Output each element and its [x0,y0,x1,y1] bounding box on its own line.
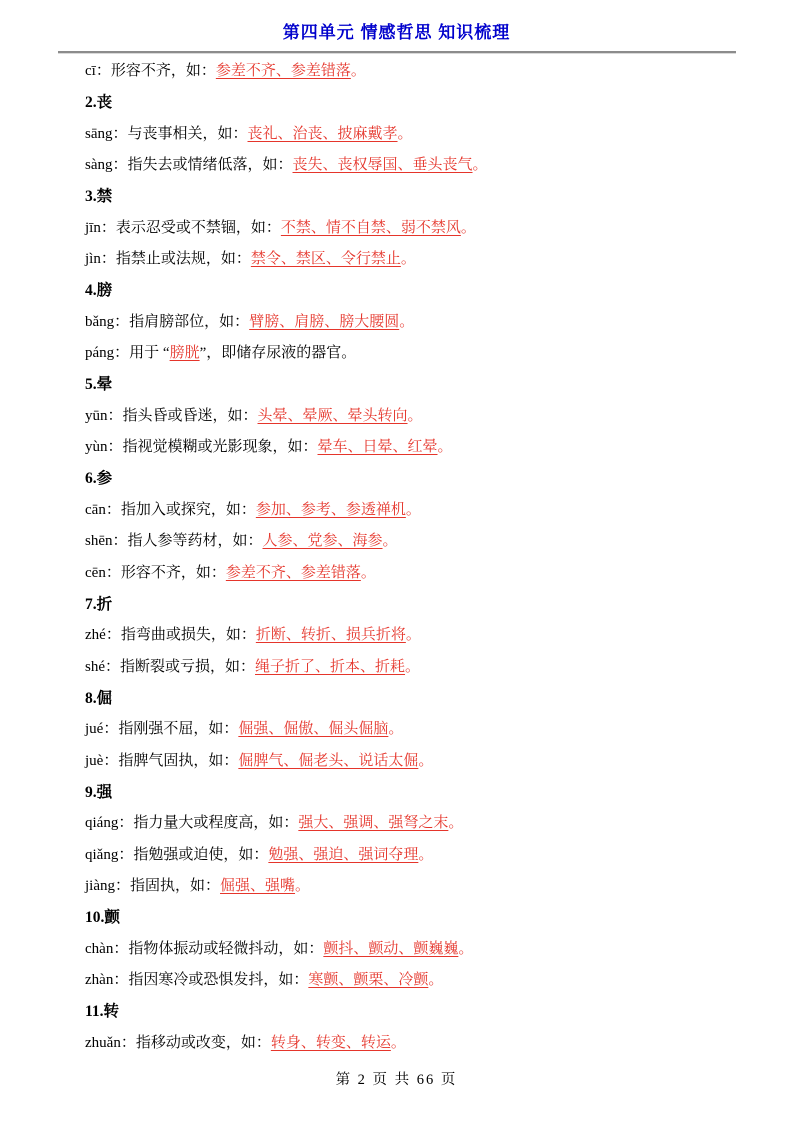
example-words: 绳子折了、折本、折耗 [255,658,406,675]
entry-period: 。 [382,533,398,550]
entry-description: ：指人参等药材，如： [112,533,263,550]
entry-line [85,526,763,557]
example-words: 禁令、禁区、令行禁止 [250,251,401,268]
entry-period: 。 [397,125,413,142]
entry-description: ：指勉强或迫使，如： [118,846,269,863]
pinyin-label: jué [85,721,104,738]
entry-line [85,714,763,745]
entry-line [85,495,763,526]
content [85,56,763,1059]
example-words: 参差不齐、参差错落 [225,564,361,581]
entry-heading: 7.折 [85,595,113,613]
entry-description: ：指移动或改变，如： [120,1034,271,1051]
pinyin-label: shēn [85,533,113,550]
entry-description: ：指失去或情绪低落，如： [112,157,293,174]
entry-line [85,965,763,996]
pinyin-label: jiàng [85,877,115,894]
entry-line [85,808,763,839]
entry-description: ：形容不齐，如： [95,63,216,79]
entry-line [85,558,763,589]
entry-heading: 4.膀 [85,282,113,300]
entry-line [85,620,763,651]
entry-description: ：指因寒冷或恐惧发抖，如： [113,971,309,988]
entry-heading: 10.颤 [85,909,120,927]
entry-description: ：指力量大或程度高，如： [118,815,299,832]
entry-line [85,244,763,275]
entry-period: 。 [405,658,421,675]
pinyin-label: cēn [85,564,106,581]
pinyin-label: qiáng [85,815,119,832]
pinyin-label: yūn [85,407,108,424]
entry-period: 。 [460,219,476,236]
entry-description: ：表示忍受或不禁锢，如： [100,219,281,236]
pinyin-label: sāng [85,125,113,142]
entry-description: ：指断裂或亏损，如： [105,658,256,675]
page-title: 第四单元 情感哲思 知识梳理 [282,23,511,42]
example-words: 不禁、情不自禁、弱不禁风 [280,219,461,236]
pinyin-label: chàn [85,940,114,957]
entry-line [85,934,763,965]
entry-period: 。 [428,971,444,988]
example-words: 晕车、日晕、红晕 [317,439,438,456]
entry-heading: 3.禁 [85,188,113,206]
pinyin-label: bǎng [85,313,115,330]
example-words: 颤抖、颤动、颤巍巍 [323,940,459,957]
entry-description: ：用于 “ [114,345,170,362]
entry-period: 。 [399,313,415,330]
entry-period: 。 [418,846,434,863]
entry-period: 。 [472,157,488,174]
entry-line [85,1028,763,1059]
entry-period: 。 [350,63,366,79]
pinyin-label: juè [85,752,104,769]
entry-heading: 8.倔 [85,689,113,707]
example-words: 倔脾气、倔老头、说话太倔 [238,752,419,769]
entry-description: ：指头昏或昏迷，如： [107,407,258,424]
entry-period: 。 [458,940,474,957]
example-words: 寒颤、颤栗、冷颤 [308,971,429,988]
entry-line [85,840,763,871]
entry-description: ：指固执，如： [115,877,221,894]
entry-heading: 5.晕 [85,376,113,394]
pinyin-label: zhuǎn [85,1034,121,1051]
entry-period: 。 [407,407,423,424]
example-words: 人参、党参、海参 [262,533,383,550]
entry-line [85,432,763,463]
header-divider [58,51,736,53]
pinyin-label: páng [85,345,115,362]
pinyin-label: jìn [85,251,101,268]
entry-description: ：指肩膀部位，如： [114,313,250,330]
entry-period: 。 [360,564,376,581]
entry-line [85,652,763,683]
entry-line [85,213,763,244]
entry-period: 。 [437,439,453,456]
entry-description: ：指刚强不屈，如： [103,721,239,738]
entry-description: ：指弯曲或损失，如： [105,627,256,644]
pinyin-label: zhàn [85,971,114,988]
example-words: 折断、转折、损兵折将 [255,627,406,644]
entry-description: ：指视觉模糊或光影现象，如： [107,439,318,456]
example-words: 臂膀、肩膀、膀大腰圆 [249,313,400,330]
entry-period: 。 [418,752,434,769]
pinyin-label: shé [85,658,105,675]
entry-line [85,746,763,777]
entry-line [85,150,763,181]
example-words: 丧礼、治丧、披麻戴孝 [247,125,398,142]
entry-description: ：形容不齐，如： [105,564,226,581]
example-words: 参差不齐、参差错落 [215,63,351,79]
entry-description: ：指物体振动或轻微抖动，如： [113,940,324,957]
entry-heading: 11.转 [85,1003,120,1021]
entry-period: 。 [295,877,311,894]
entry-period: 。 [448,815,464,832]
entry-period: ”，即储存尿液的器官。 [199,345,357,362]
entry-line [85,338,763,369]
entry-heading: 9.强 [85,783,113,801]
entry-period: 。 [390,1034,406,1051]
pinyin-label: cān [85,501,106,518]
pinyin-label: yùn [85,439,108,456]
example-words: 勉强、强迫、强词夺理 [268,846,419,863]
entry-period: 。 [405,627,421,644]
entry-line [85,871,763,902]
entry-description: ：指脾气固执，如： [103,752,239,769]
pinyin-label: sàng [85,157,113,174]
entry-period: 。 [400,251,416,268]
example-words: 头晕、晕厥、晕头转向 [257,407,408,424]
example-words: 倔强、强嘴 [220,877,296,894]
example-words: 膀胱 [169,345,200,362]
entry-line [85,56,763,87]
entry-heading: 2.丧 [85,94,113,112]
example-words: 转身、转变、转运 [270,1034,391,1051]
entry-line [85,307,763,338]
pinyin-label: qiǎng [85,846,119,863]
example-words: 强大、强调、强弩之末 [298,815,449,832]
example-words: 丧失、丧权辱国、垂头丧气 [292,157,473,174]
page-number: 第 2 页 共 66 页 [335,1072,458,1088]
entry-description: ：指禁止或法规，如： [100,251,251,268]
entry-period: 。 [388,721,404,738]
entry-line [85,119,763,150]
pinyin-label: cī [85,63,96,79]
example-words: 倔强、倔傲、倔头倔脑 [238,721,389,738]
pinyin-label: zhé [85,627,106,644]
entry-description: ：指加入或探究，如： [105,501,256,518]
pinyin-label: jīn [85,219,101,236]
entry-line [85,401,763,432]
entry-heading: 6.参 [85,470,113,488]
entry-period: 。 [405,501,421,518]
example-words: 参加、参考、参透禅机 [255,501,406,518]
entry-description: ：与丧事相关，如： [112,125,248,142]
